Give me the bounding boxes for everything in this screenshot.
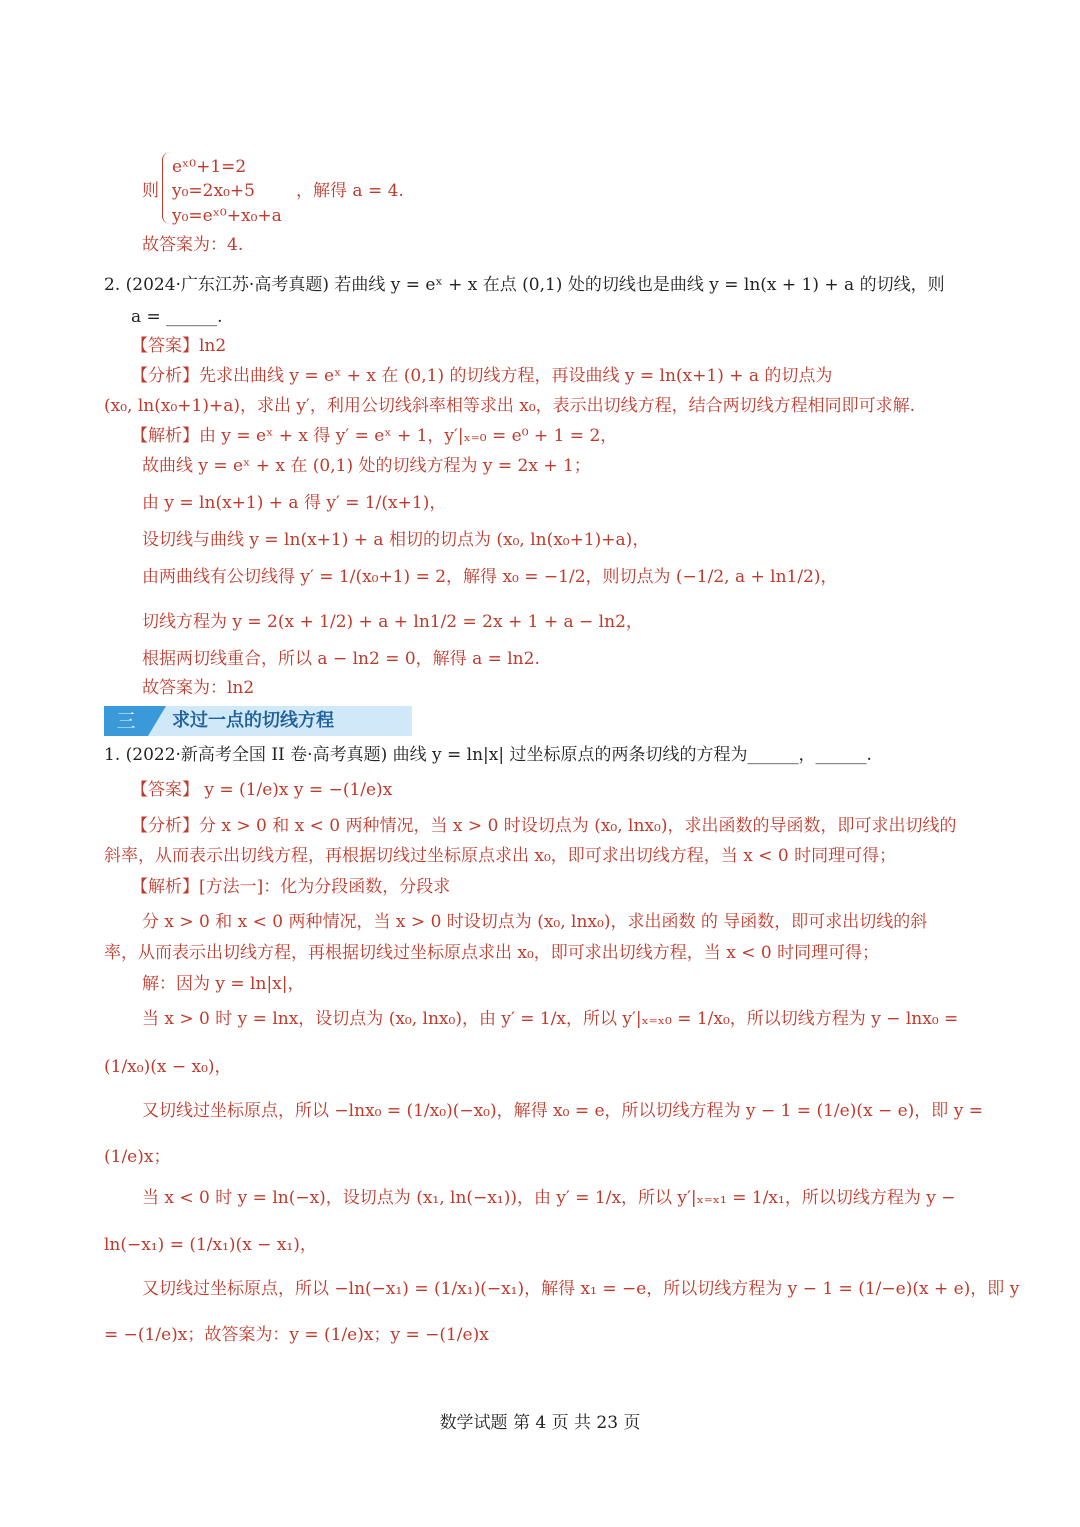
text-line-q3a: 1. (2022·新高考全国 II 卷·高考真题) 曲线 y = ln|x| 过坐标原点的两条切线的方程为______，______.: [104, 745, 872, 765]
text-line-sysres: ，解得 a = 4.: [296, 181, 404, 201]
section-number: 三: [104, 706, 148, 736]
text-line-q3jx12: = −(1/e)x；故答案为：y = (1/e)x；y = −(1/e)x: [104, 1325, 489, 1345]
text-line-q2jx1: 【解析】由 y = eˣ + x 得 y′ = eˣ + 1，y′|ₓ₌₀ = e⁰ + 1 = 2，: [131, 426, 618, 446]
text-line-q2jx4: 设切线与曲线 y = ln(x+1) + a 相切的切点为 (x₀, ln(x₀+1)+a)，: [142, 530, 650, 550]
page-footer: 数学试题 第 4 页 共 23 页: [439, 1413, 641, 1433]
text-line-q3jx9: 当 x < 0 时 y = ln(−x)，设切点为 (x₁, ln(−x₁))，由 y′ = 1/x，所以 y′|ₓ₌ₓ₁ = 1/x₁，所以切线方程为 y −: [142, 1188, 956, 1208]
text-line-ans1: 故答案为：4.: [142, 235, 244, 255]
text-line-q3jx4: 解：因为 y = ln|x|，: [142, 974, 305, 994]
text-line-q3jx3: 率，从而表示出切线方程，再根据切线过坐标原点求出 x₀，即可求出切线方程，当 x < 0 时同理可得；: [104, 943, 880, 963]
text-line-q2jx5: 由两曲线有公切线得 y′ = 1/(x₀+1) = 2，解得 x₀ = −1/2，则切点为 (−1/2, a + ln1/2)，: [142, 567, 838, 587]
text-line-q2fx1: 【分析】先求出曲线 y = eˣ + x 在 (0,1) 的切线方程，再设曲线 y = ln(x+1) + a 的切点为: [131, 366, 833, 386]
text-line-sys1: eˣ⁰+1=2: [172, 157, 247, 177]
text-line-q3jx2: 分 x > 0 和 x < 0 两种情况，当 x > 0 时设切点为 (x₀, lnx₀)，求出函数 的 导函数，即可求出切线的斜: [142, 912, 928, 932]
text-line-q3fx1: 【分析】分 x > 0 和 x < 0 两种情况，当 x > 0 时设切点为 (x₀, lnx₀)，求出函数的导函数，即可求出切线的: [131, 816, 957, 836]
text-line-q2jx7: 根据两切线重合，所以 a − ln2 = 0，解得 a = ln2.: [142, 649, 540, 669]
section-header: [104, 706, 412, 736]
section-header-slant: [148, 706, 166, 736]
text-line-q3ans: 【答案】 y = (1/e)x y = −(1/e)x: [131, 780, 393, 800]
text-line-q2jx6: 切线方程为 y = 2(x + 1/2) + a + ln1/2 = 2x + 1 + a − ln2，: [142, 612, 643, 632]
text-line-q2fx2: (x₀, ln(x₀+1)+a)，求出 y′，利用公切线斜率相等求出 x₀，表示出切线方程，结合两切线方程相同即可求解.: [104, 396, 916, 416]
text-line-q3jx5: 当 x > 0 时 y = lnx，设切点为 (x₀, lnx₀)，由 y′ = 1/x，所以 y′|ₓ₌ₓ₀ = 1/x₀，所以切线方程为 y − lnx₀ =: [142, 1009, 959, 1029]
text-line-q3fx2: 斜率，从而表示出切线方程，再根据切线过坐标原点求出 x₀，即可求出切线方程，当 x < 0 时同理可得；: [104, 846, 897, 866]
text-line-q2jx3: 由 y = ln(x+1) + a 得 y′ = 1/(x+1)，: [142, 493, 447, 513]
text-line-q2ans: 【答案】ln2: [131, 336, 227, 356]
text-line-q3jx7: 又切线过坐标原点，所以 −lnx₀ = (1/x₀)(−x₀)，解得 x₀ = e，所以切线方程为 y − 1 = (1/e)(x − e)，即 y =: [142, 1101, 983, 1121]
section-title: 求过一点的切线方程: [172, 710, 334, 731]
text-line-then: 则: [142, 181, 159, 201]
text-line-q2jx2: 故曲线 y = eˣ + x 在 (0,1) 处的切线方程为 y = 2x + 1；: [142, 456, 591, 476]
text-line-q2a: 2. (2024·广东江苏·高考真题) 若曲线 y = eˣ + x 在点 (0,1) 处的切线也是曲线 y = ln(x + 1) + a 的切线，则: [104, 275, 945, 295]
text-line-sys3: y₀=eˣ⁰+x₀+a: [172, 206, 282, 226]
text-line-q2jx8: 故答案为：ln2: [142, 678, 255, 698]
text-line-q2b: a = ______.: [131, 307, 223, 327]
text-line-sys2: y₀=2x₀+5: [172, 181, 255, 201]
text-line-q3jx1: 【解析】[方法一]：化为分段函数，分段求: [131, 877, 451, 897]
text-line-q3jx11: 又切线过坐标原点，所以 −ln(−x₁) = (1/x₁)(−x₁)，解得 x₁ = −e，所以切线方程为 y − 1 = (1/−e)(x + e)，即 y: [142, 1279, 1020, 1299]
text-line-q3jx6: (1/x₀)(x − x₀)，: [104, 1057, 232, 1077]
text-line-q3jx10: ln(−x₁) = (1/x₁)(x − x₁)，: [104, 1235, 317, 1255]
text-line-q3jx8: (1/e)x；: [104, 1147, 171, 1167]
